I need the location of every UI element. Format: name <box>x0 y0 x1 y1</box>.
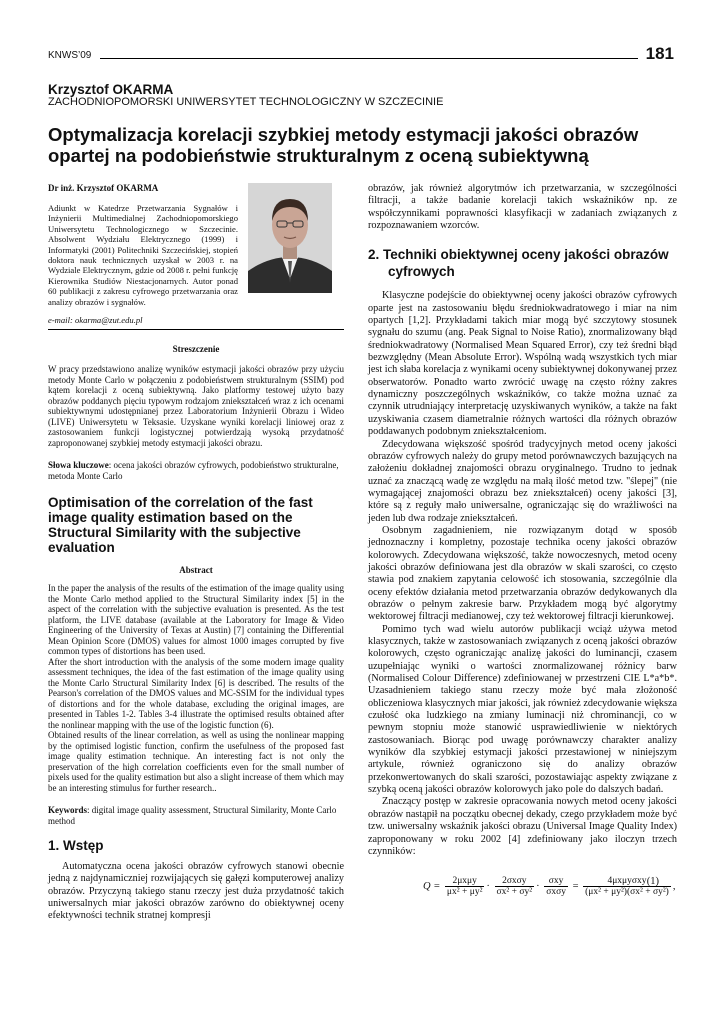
bio-text: Adiunkt w Katedrze Przetwarzania Sygnałów i Inżynierii Multimedialnej Zachodniopomorskiego Uniwersytetu Technologicznego w Szczecinie. Absolwent Wydziału Elektrycznego (1999) i Informatyki (2001) Politechniki Szczecińskiej, stopień doktora nauk technicznych uzyskał w 2003 r. na Wydziale Elektrycznym, gdzie od 2008 r. pełni funkcję Kierownika Studiów Niestacjonarnych. Autor ponad 60 publikacji z zakresu cyfrowego przetwarzania oraz analizy obrazów i sygnałów. <box>48 203 238 307</box>
right-column <box>368 183 677 916</box>
equation-body: Q = $\frac{\text{2μxμy}}{\text{μx² + μy²}}$ · $\frac{\text{2σxσy}}{\text{σx² + σy²}}$ · $\frac{\text{σxy}}{\text{σxσy}}$ = $\frac{\text{4μxμyσxy}}{\text{(μx² + μy²)(σx² + σy²)}}$ , <box>423 876 676 898</box>
equation-number: (1) <box>646 876 659 888</box>
page-number: 181 <box>645 44 674 63</box>
keywords-en-label: Keywords <box>48 805 87 815</box>
running-header: KNWS’09 <box>48 50 92 61</box>
portrait-image <box>248 183 332 293</box>
continued-paragraph: obrazów, jak również algorytmów ich przetwarzania, w szczególności filtracji, a także badanie korelacji takich wskaźników np. ze współczynnikami poprawności klasyfikacji w zadaniach związanych z rozpoznawaniem wzorców. <box>368 183 677 232</box>
author-photo <box>248 183 332 293</box>
fraction-structure: $\frac{\text{σxy}}{\text{σxσy}}$ <box>546 876 566 898</box>
fraction-combined: $\frac{\text{4μxμyσxy}}{\text{(μx² + μy²)(σx² + σy²)}}$ <box>585 876 669 898</box>
keywords-en-text: : digital image quality assessment, Structural Similarity, Monte Carlo method <box>48 805 337 826</box>
abstract-paragraph-3: Obtained results of the linear correlation, as well as using the nonlinear mapping by the optimised logistic function, confirm the usefulness of the proposed fast image quality estimation technique. An interesting fact is not only the preservation of the high correlation coefficients even for the small number of pixels used for the quality estimation but also a slight increase of them which may be an interesting stimulus for further research.. <box>48 730 344 793</box>
keywords-pl-label: Słowa kluczowe <box>48 460 109 470</box>
section-2-heading: 2. Techniki obiektywnej oceny jakości obrazów cyfrowych <box>368 247 669 280</box>
abstract-heading: Abstract <box>179 565 213 575</box>
section-2-paragraph-4: Pomimo tych wad wielu autorów publikacji wciąż używa metod klasycznych, także w zastosowaniach związanych z oceną jakości obrazów kolorowych, często ograniczając analizę jakości do luminancji, czasem uzupełniając wyniki o wartości znormalizowanej różnicy barw (Normalised Colour Difference) zdefiniowanej w przestrzeni CIE L*a*b*. Uzasadnieniem takiego stanu rzeczy może być mała złożoność obliczeniowa klasycznych miar jakości, jak również zdecydowanie większa czułość oka ludzkiego na zmiany luminacji niż chrominancji, co w pewnym stopniu może stanowić usprawiedliwienie w niektórych zastosowaniach. Biorąc pod uwagę porównawczy charakter analizy wyników dla szybkiej estymacji jakości przestawionej w niniejszym artykule, również ograniczono się do analizy obrazów przekonwertowanych do skali szarości, pozostawiając aspekty związane z szybką oceną jakości obrazów kolorowych jako pole do dalszych badań. <box>368 623 677 796</box>
bio-divider <box>48 329 344 330</box>
keywords-pl <box>48 460 344 481</box>
keywords-pl-text: : ocena jakości obrazów cyfrowych, podobieństwo strukturalne, metoda Monte Carlo <box>48 460 339 481</box>
keywords-en <box>48 805 344 826</box>
paper-title: Optymalizacja korelacji szybkiej metody estymacji jakości obrazów opartej na podobieństwie strukturalnym z oceną subiektywną <box>48 124 639 166</box>
section-2-paragraph-1: Klasyczne podejście do obiektywnej oceny jakości obrazów cyfrowych oparte jest na zastosowaniu błędu średniokwadratowego i miar na nim opartych [1,2]. Przykładami takich miar mogą być szczytowy stosunek sygnału do szumu (ang. Peak Signal to Noise Ratio), znormalizowany błąd średniokwadratowy (Normalised Mean Squared Error), czy też średni błąd bezwzględny (Mean Absolute Error). Wspólną wadą wszystkich tych miar jest ich słaba korelacja z wynikami oceny subiektywnej dokonywanej przez obserwatorów. Ponadto warto zwrócić uwagę na często różny zakres dynamiczny poszczególnych wskaźników, co także można uznać za czynnik utrudniający interpretację uzyskiwanych wyników, a także na fakt uzyskiwania czasem diametralnie różnych wartości dla różnych obrazów poddawanych podobnym zniekształceniom. <box>368 290 677 438</box>
fraction-contrast: $\frac{\text{2σxσy}}{\text{σx² + σy²}}$ <box>496 876 533 898</box>
section-1-text: Automatyczna ocena jakości obrazów cyfrowych stanowi obecnie jedną z najdynamiczniej rozwijających się gałęzi komputerowej analizy obrazów. Przyczyną takiego stanu rzeczy jest duża przydatność takich uniwersalnych miar jakości obrazów zarówno do obiektywnej oceny efektywności technik stratnej kompresji <box>48 861 344 922</box>
section-2-paragraph-2: Zdecydowana większość spośród tradycyjnych metod oceny jakości obrazów cyfrowych należy do grupy metod porównawczych bazujących na założeniu dokładnej znajomości obrazu oryginalnego. Trudno to jednak uznać za znaczącą wadę ze względu na małą ilość metod tzw. "ślepej" (nie wymagającej znajomości obrazu bez zniekształceń) oceny jakości [3], które są z reguły mało uniwersalne, ograniczając się do wrażliwości na jeden lub dwa rodzaje zniekształceń. <box>368 438 677 524</box>
abstract-paragraph-1: In the paper the analysis of the results of the estimation of the image quality using the Monte Carlo method applied to the Structural Similarity index [5] in the aspect of the correlation with the subjective evaluation is presented. As the test platform, the LIVE database (available at the Laboratory for Image & Video Engineering of the University of Texas at Austin) [7] containing the Differential Mean Opinion Score (DMOS) values for almost 1000 images corrupted by five common types of distortions has been used. <box>48 583 344 656</box>
formula-lhs: Q = <box>423 881 441 893</box>
author-name: Krzysztof OKARMA <box>48 82 174 97</box>
streszczenie-text: W pracy przedstawiono analizę wyników estymacji jakości obrazów przy użyciu metody Monte Carlo w połączeniu z podobieństwem strukturalnym (SSIM) pod kątem korelacji z oceną subiektywną. Jako platformy testowej użyto bazy obrazów poddanych pięciu typowym rodzajom zniekształceń wraz z ich ocenami subiektywnymi udostępnianej przez Laboratorium Inżynierii Obrazu i Wideo (LIVE) Uniwersytetu w Teksasie. Uzyskane wyniki korelacji liniowej oraz z zastosowaniem funkcji logistycznej potwierdzają wysoką przydatność zaproponowanej szybkiej metody estymacji jakości obrazu. <box>48 364 344 448</box>
section-2-paragraph-3: Osobnym zagadnieniem, nie rozwiązanym dotąd w sposób jednoznaczny i kompletny, pozostaje technika oceny jakości obrazów kolorowych. Zdecydowana większość, także nowoczesnych, metod oceny jakości obrazów definiowana jest dla obrazów w skali szarości, co często stawia pod znakiem zapytania celowość ich stosowania, szczególnie dla oceny efektów działania metod przetwarzania obrazów dedykowanych dla obrazów o pełnym zakresie barw. Przykładem mogą być algorytmy wektorowej filtracji medianowej, czy też wektorowej filtracji kierunkowej. <box>368 524 677 623</box>
author-bio <box>48 183 344 326</box>
english-title: Optimisation of the correlation of the fast image quality estimation based on the Structural Similarity with the subjective evaluation <box>48 495 313 555</box>
abstract-paragraph-2: After the short introduction with the analysis of the some modern image quality assessment techniques, the idea of the fast estimation of the image quality using the Monte Carlo Structural Similarity Index [6] is described. The results of the Pearson's correlation of the DMOS values and MC-SSIM for the individual types of distortions and for the whole database, excluding the original images, are presented in Tables 1-2. Tables 3-4 illustrate the optimised results obtained after the nonlinear mapping with the use of the logistic function (6). <box>48 656 344 730</box>
header-rule <box>100 58 638 59</box>
author-email: e-mail: okarma@zut.edu.pl <box>48 315 143 326</box>
section-1-heading: 1. Wstęp <box>48 838 104 853</box>
bio-name: Dr inż. Krzysztof OKARMA <box>48 183 159 193</box>
left-column <box>48 183 344 923</box>
streszczenie-heading: Streszczenie <box>172 344 220 354</box>
section-2-paragraph-5: Znaczący postęp w zakresie opracowania nowych metod oceny jakości obrazów nastąpił na początku obecnej dekady, czego przykładem może być tzw. uniwersalny wskaźnik jakości obrazu (Universal Image Quality Index) zaproponowany w roku 2002 [4] zdefiniowany jako iloczyn trzech czynników: <box>368 796 677 857</box>
equation-1 <box>368 868 677 916</box>
fraction-luminance: $\frac{\text{2μxμy}}{\text{μx² + μy²}}$ <box>446 876 483 898</box>
university-name: ZACHODNIOPOMORSKI UNIWERSYTET TECHNOLOGICZNY W SZCZECINIE <box>48 96 444 108</box>
